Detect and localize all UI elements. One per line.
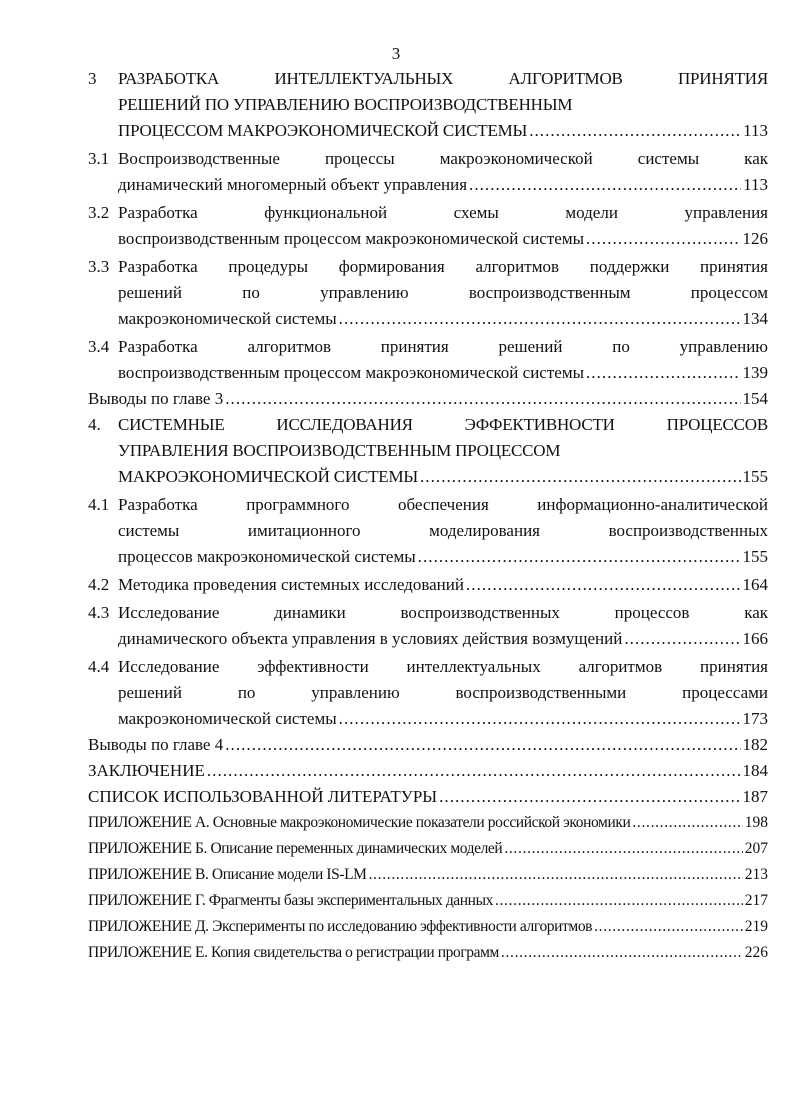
dot-leader — [586, 226, 741, 252]
toc-page: 139 — [742, 363, 768, 382]
toc-section-3-1 — [88, 146, 768, 198]
toc-title-line: Методика проведения системных исследований — [118, 575, 464, 594]
toc-number: 4.1 — [88, 495, 110, 514]
toc-title-line: Разработка процедуры формирования алгоритмов поддержки принятия — [118, 257, 768, 276]
toc-title-line: макроэкономической системы — [118, 309, 337, 328]
toc-title-line: решений по управлению воспроизводственными процессами — [118, 683, 768, 702]
toc-page: 154 — [742, 389, 768, 408]
toc-section-4-2 — [88, 572, 768, 598]
toc-appendix — [88, 914, 768, 940]
toc-title-line: ПРИЛОЖЕНИЕ В. Описание модели IS-LM — [88, 866, 367, 883]
toc-number: 3.4 — [88, 337, 110, 356]
dot-leader — [418, 544, 741, 570]
toc-title-line: воспроизводственным процессом макроэкономической системы — [118, 363, 584, 382]
dot-leader — [501, 940, 743, 966]
toc-page: 155 — [742, 467, 768, 486]
toc-number: 3.1 — [88, 149, 110, 168]
toc-page: 113 — [743, 121, 768, 140]
toc-appendix — [88, 862, 768, 888]
toc-conclusions-4 — [88, 732, 768, 758]
dot-leader — [594, 914, 743, 940]
toc-title-line: Исследование эффективности интеллектуальных алгоритмов принятия — [118, 657, 768, 676]
dot-leader — [504, 836, 742, 862]
toc-chapter-3 — [88, 66, 768, 144]
toc-title-line: СИСТЕМНЫЕ ИССЛЕДОВАНИЯ ЭФФЕКТИВНОСТИ ПРОЦЕССОВ — [118, 415, 768, 434]
toc-number: 4.4 — [88, 657, 110, 676]
toc-section-4-3 — [88, 600, 768, 652]
toc-title-line: воспроизводственным процессом макроэкономической системы — [118, 229, 584, 248]
dot-leader — [529, 118, 741, 144]
toc-page: 217 — [744, 892, 768, 909]
dot-leader — [495, 888, 743, 914]
toc-title-line: ПРОЦЕССОМ МАКРОЭКОНОМИЧЕСКОЙ СИСТЕМЫ — [118, 121, 528, 140]
toc-page: 113 — [743, 175, 768, 194]
toc-conclusions-3 — [88, 386, 768, 412]
toc-title-line: системы имитационного моделирования воспроизводственных — [118, 521, 768, 540]
toc-section-3-2 — [88, 200, 768, 252]
toc-number: 3.2 — [88, 203, 110, 222]
toc-title-line: решений по управлению воспроизводственным процессом — [118, 283, 768, 302]
toc-title-line: Разработка программного обеспечения информационно-аналитической — [118, 495, 768, 514]
toc-title-line: МАКРОЭКОНОМИЧЕСКОЙ СИСТЕМЫ — [118, 467, 418, 486]
toc-title-line: динамический многомерный объект управления — [118, 175, 468, 194]
toc-page: 207 — [744, 840, 768, 857]
toc-page: 182 — [742, 735, 768, 754]
toc-title-line: ПРИЛОЖЕНИЕ Г. Фрагменты базы экспериментальных данных — [88, 892, 493, 909]
toc-page: 187 — [742, 787, 768, 806]
toc-number: 4. — [88, 415, 101, 434]
toc-title-line: макроэкономической системы — [118, 709, 337, 728]
toc-page: 155 — [742, 547, 768, 566]
dot-leader — [469, 172, 741, 198]
toc-title-line: процессов макроэкономической системы — [118, 547, 416, 566]
dot-leader — [586, 360, 741, 386]
dot-leader — [339, 706, 741, 732]
toc-section-4-4 — [88, 654, 768, 732]
dot-leader — [439, 784, 740, 810]
dot-leader — [420, 464, 741, 490]
toc-references — [88, 784, 768, 810]
toc-section-4-1 — [88, 492, 768, 570]
page-number: 3 — [391, 44, 401, 63]
toc-page: 213 — [744, 866, 768, 883]
toc-title-line: ПРИЛОЖЕНИЕ А. Основные макроэкономические показатели российской экономики — [88, 814, 631, 831]
toc-title-line: Разработка алгоритмов принятия решений по управлению — [118, 337, 768, 356]
dot-leader — [225, 386, 740, 412]
toc-title-line: Воспроизводственные процессы макроэкономической системы как — [118, 149, 768, 168]
dot-leader — [632, 810, 742, 836]
table-of-contents — [88, 66, 768, 966]
toc-appendix — [88, 836, 768, 862]
toc-title-line: РЕШЕНИЙ ПО УПРАВЛЕНИЮ ВОСПРОИЗВОДСТВЕННЫМ — [118, 95, 573, 114]
dot-leader — [207, 758, 741, 784]
dot-leader — [466, 572, 741, 598]
toc-section-3-3 — [88, 254, 768, 332]
toc-title-line: Разработка функциональной схемы модели управления — [118, 203, 768, 222]
toc-number: 4.3 — [88, 603, 110, 622]
dot-leader — [225, 732, 740, 758]
toc-title-line: Выводы по главе 3 — [88, 389, 224, 408]
toc-title-line: СПИСОК ИСПОЛЬЗОВАННОЙ ЛИТЕРАТУРЫ — [88, 787, 438, 806]
toc-chapter-4 — [88, 412, 768, 490]
toc-number: 4.2 — [88, 575, 110, 594]
toc-page: 164 — [742, 575, 768, 594]
toc-section-3-4 — [88, 334, 768, 386]
toc-page: 134 — [742, 309, 768, 328]
toc-title-line: РАЗРАБОТКА ИНТЕЛЛЕКТУАЛЬНЫХ АЛГОРИТМОВ ПРИНЯТИЯ — [118, 69, 768, 88]
toc-page: 198 — [744, 814, 768, 831]
toc-title-line: ПРИЛОЖЕНИЕ Б. Описание переменных динамических моделей — [88, 840, 503, 857]
dot-leader — [624, 626, 740, 652]
toc-number: 3.3 — [88, 257, 110, 276]
toc-appendix — [88, 940, 768, 966]
toc-page: 184 — [742, 761, 768, 780]
toc-title-line: ПРИЛОЖЕНИЕ Д. Эксперименты по исследованию эффективности алгоритмов — [88, 918, 593, 935]
toc-appendix — [88, 888, 768, 914]
dot-leader — [369, 862, 743, 888]
toc-page: 219 — [744, 918, 768, 935]
toc-conclusion — [88, 758, 768, 784]
dot-leader — [339, 306, 741, 332]
toc-appendix — [88, 810, 768, 836]
toc-page: 126 — [742, 229, 768, 248]
toc-title-line: ПРИЛОЖЕНИЕ Е. Копия свидетельства о регистрации программ — [88, 944, 499, 961]
toc-title-line: ЗАКЛЮЧЕНИЕ — [88, 761, 205, 780]
toc-title-line: Исследование динамики воспроизводственных процессов как — [118, 603, 768, 622]
toc-page: 166 — [742, 629, 768, 648]
toc-page: 173 — [742, 709, 768, 728]
toc-title-line: динамического объекта управления в условиях действия возмущений — [118, 629, 623, 648]
toc-number: 3 — [88, 69, 97, 88]
toc-page: 226 — [744, 944, 768, 961]
toc-title-line: Выводы по главе 4 — [88, 735, 224, 754]
toc-title-line: УПРАВЛЕНИЯ ВОСПРОИЗВОДСТВЕННЫМ ПРОЦЕССОМ — [118, 441, 561, 460]
